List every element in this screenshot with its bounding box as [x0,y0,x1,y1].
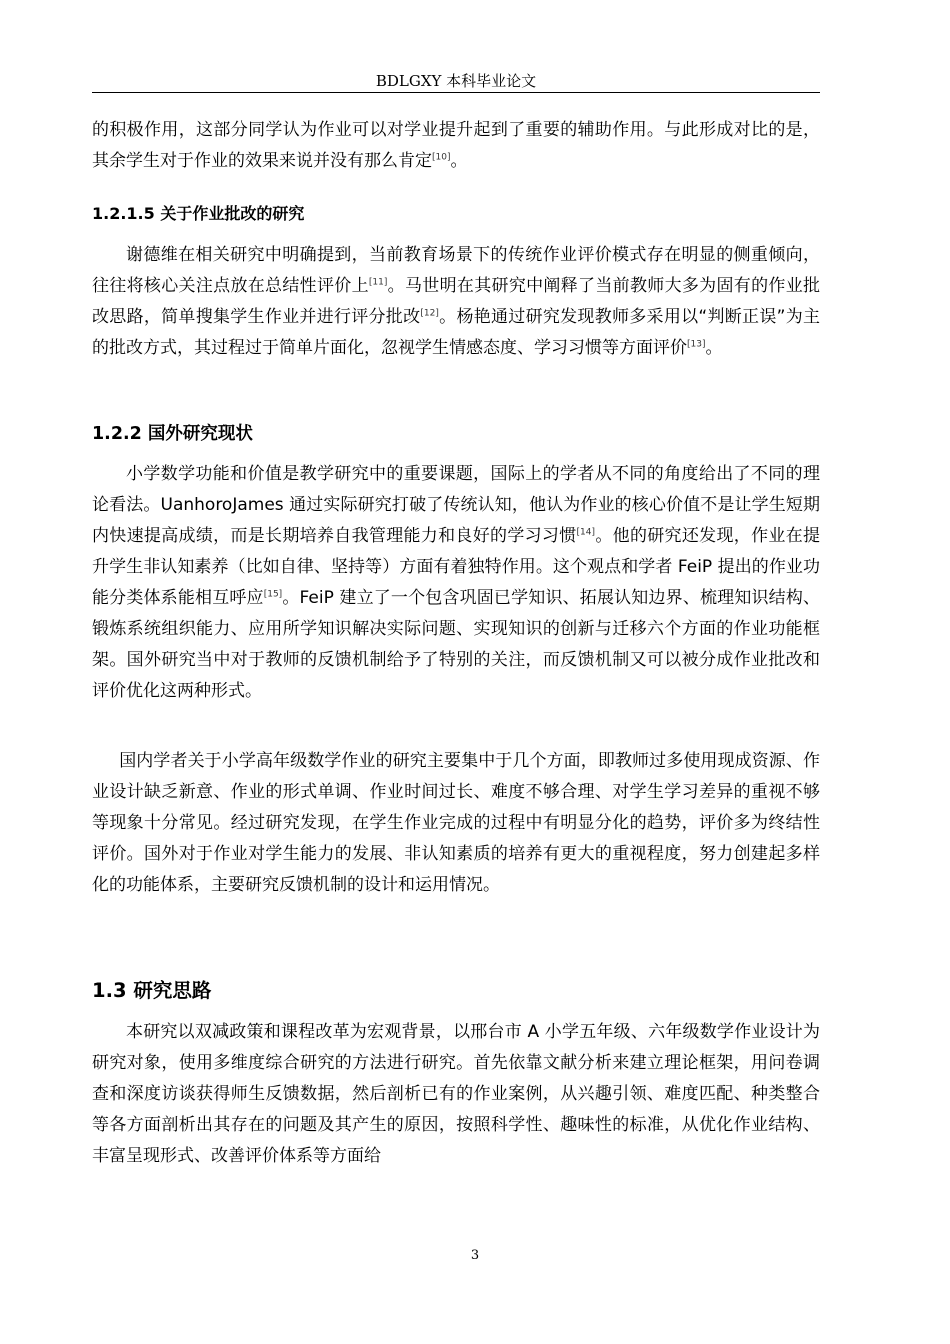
paragraph-research-approach: 本研究以双减政策和课程改革为宏观背景，以邢台市 A 小学五年级、六年级数学作业设计为研究对象，使用多维度综合研究的方法进行研究。首先依靠文献分析来建立理论框架，用问卷调查和深度访谈获得师生反馈数据，然后剖析已有的作业案例，从兴趣引领、难度匹配、种类整合等各方面剖析出其存在的问题及其产生的原因，按照科学性、趣味性的标准，从优化作业结构、丰富呈现形式、改善评价体系等方面给 [92,1022,820,1166]
paragraph-homework-grading [92,240,820,364]
paragraph-text: 。FeiP 建立了一个包含巩固已学知识、拓展认知边界、梳理知识结构、锻炼系统组织能力、应用所学知识解决实际问题、实现知识的创新与迁移六个方面的作业功能框架。国外研究当中对于教师的反馈机制给予了特别的关注，而反馈机制又可以被分成作业批改和评价优化这两种形式。 [92,588,821,701]
paragraph-text: 。杨艳通过研究发现教师多采用以“判断正误”为主的批改方式，其过程过于简单片面化，忽视学生情感态度、学习习惯等方面评价 [92,307,821,358]
section-heading-1-2-1-5: 1.2.1.5 关于作业批改的研究 [92,204,305,223]
paragraph-text: 。他的研究还发现，作业在提升学生非认知素养（比如自律、坚持等）方面有着独特作用。这个观点和学者 FeiP 提出的作业功能分类体系能相互呼应 [92,526,820,608]
paragraph-foreign-research [92,459,820,707]
citation: [10] [432,152,451,163]
section-heading-1-3: 1.3 研究思路 [92,979,212,1002]
citation: [12] [420,308,439,319]
paragraph-text-end: 。 [705,338,723,358]
page-number: 3 [470,1248,480,1263]
paragraph-domestic-summary: 国内学者关于小学高年级数学作业的研究主要集中于几个方面，即教师过多使用现成资源、作业设计缺乏新意、作业的形式单调、作业时间过长、难度不够合理、对学生学习差异的重视不够等现象十分常见。经过研究发现，在学生作业完成的过程中有明显分化的趋势，评价多为终结性评价。国外对于作业对学生能力的发展、非认知素质的培养有更大的重视程度，努力创建起多样化的功能体系，主要研究反馈机制的设计和运用情况。 [92,751,820,895]
citation: [13] [687,339,706,350]
citation: [11] [368,277,388,288]
paragraph-text: 谢德维在相关研究中明确提到，当前教育场景下的传统作业评价模式存在明显的侧重倾向，往往将核心关注点放在总结性评价上 [92,245,820,296]
citation: [14] [576,527,596,538]
paragraph-text: 。马世明在其研究中阐释了当前教师大多为固有的作业批改思路，简单搜集学生作业并进行评分批改 [92,276,821,327]
page-header: BDLGXY 本科毕业论文 [92,70,820,93]
citation: [15] [263,589,283,600]
section-heading-1-2-2: 1.2.2 国外研究现状 [92,424,253,444]
paragraph-text: 的积极作用，这部分同学认为作业可以对学业提升起到了重要的辅助作用。与此形成对比的是，其余学生对于作业的效果来说并没有那么肯定 [92,120,820,171]
paragraph-text: 小学数学功能和价值是教学研究中的重要课题，国际上的学者从不同的角度给出了不同的理论看法。UanhoroJames 通过实际研究打破了传统认知，他认为作业的核心价值不是让学生短期内快速提高成绩，而是长期培养自我管理能力和良好的学习习惯 [92,464,820,546]
paragraph-continued [92,115,820,177]
paragraph-text-end: 。 [450,151,468,171]
